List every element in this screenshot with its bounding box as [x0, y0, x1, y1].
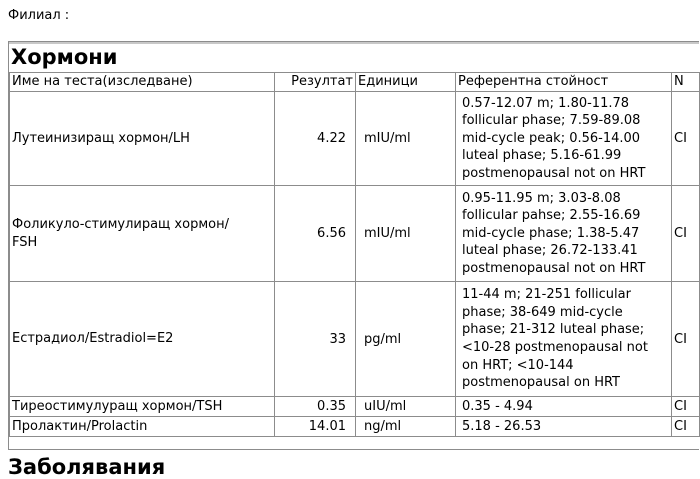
test-reference [456, 417, 672, 437]
table-row [10, 397, 700, 417]
column-header-units: Единици [356, 73, 456, 92]
test-reference [456, 282, 672, 397]
reference-line: 5.18 - 26.53 [462, 418, 542, 434]
reference-line: 11-44 m; 21-251 follicular [462, 287, 631, 303]
test-units: mIU/ml [356, 92, 456, 186]
reference-line: postmenopausal not on HRT [462, 260, 646, 276]
reference-line: luteal phase; 26.72-133.41 [462, 243, 638, 259]
table-row [10, 417, 700, 437]
reference-line: postmenopausal on HRT [462, 375, 620, 391]
reference-line: <10-28 postmenopausal not [462, 340, 648, 355]
test-reference [456, 397, 672, 417]
reference-line: mid-cycle peak; 0.56-14.00 [462, 130, 641, 146]
reference-line: mid-cycle phase; 1.38-5.47 [462, 225, 640, 241]
branch-label: Филиал : [8, 8, 70, 23]
table-row [10, 282, 700, 397]
test-extra: CI [672, 92, 700, 186]
column-header-reference: Референтна стойност [456, 73, 672, 92]
test-result: 4.22 [275, 92, 356, 186]
reference-line: phase; 21-312 luteal phase; [462, 322, 645, 338]
test-name [10, 186, 275, 282]
test-extra: CI [672, 186, 700, 282]
table-row [10, 92, 700, 186]
test-name-line: FSH [12, 234, 38, 250]
test-result: 14.01 [275, 417, 356, 437]
test-result: 6.56 [275, 186, 356, 282]
next-section-title: Заболявания [8, 455, 166, 479]
test-extra: CI [672, 417, 700, 437]
reference-line: luteal phase; 5.16-61.99 [462, 148, 622, 164]
test-result: 33 [275, 282, 356, 397]
test-units: mIU/ml [356, 186, 456, 282]
test-reference [456, 186, 672, 282]
test-name: Лутеинизиращ хормон/LH [10, 92, 275, 186]
reference-line: on HRT; <10-144 [462, 357, 574, 373]
column-header-extra: N [672, 73, 700, 92]
test-units: ng/ml [356, 417, 456, 437]
table-header-row [10, 73, 700, 92]
column-header-name: Име на теста(изследване) [10, 73, 275, 92]
test-extra: CI [672, 397, 700, 417]
reference-line: postmenopausal not on HRT [462, 165, 646, 181]
reference-line: follicular pahse; 2.55-16.69 [462, 208, 641, 224]
reference-line: 0.57-12.07 m; 1.80-11.78 [462, 95, 630, 111]
test-name: Пролактин/Prolactin [10, 417, 275, 437]
results-table [9, 72, 700, 437]
table-row [10, 186, 700, 282]
reference-line: 0.35 - 4.94 [462, 398, 533, 414]
test-extra: CI [672, 282, 700, 397]
column-header-result: Резултат [275, 73, 356, 92]
test-name: Тиреостимулуращ хормон/TSH [10, 397, 275, 417]
test-reference [456, 92, 672, 186]
test-name-line: Фоликуло-стимулиращ хормон/ [12, 216, 229, 232]
test-result: 0.35 [275, 397, 356, 417]
hormones-section [8, 41, 699, 450]
section-title: Хормони [9, 42, 699, 72]
reference-line: phase; 38-649 mid-cycle [462, 304, 623, 320]
test-units: uIU/ml [356, 397, 456, 417]
reference-line: follicular phase; 7.59-89.08 [462, 113, 641, 129]
test-units: pg/ml [356, 282, 456, 397]
reference-line: 0.95-11.95 m; 3.03-8.08 [462, 190, 621, 206]
test-name: Естрадиол/Estradiol=E2 [10, 282, 275, 397]
